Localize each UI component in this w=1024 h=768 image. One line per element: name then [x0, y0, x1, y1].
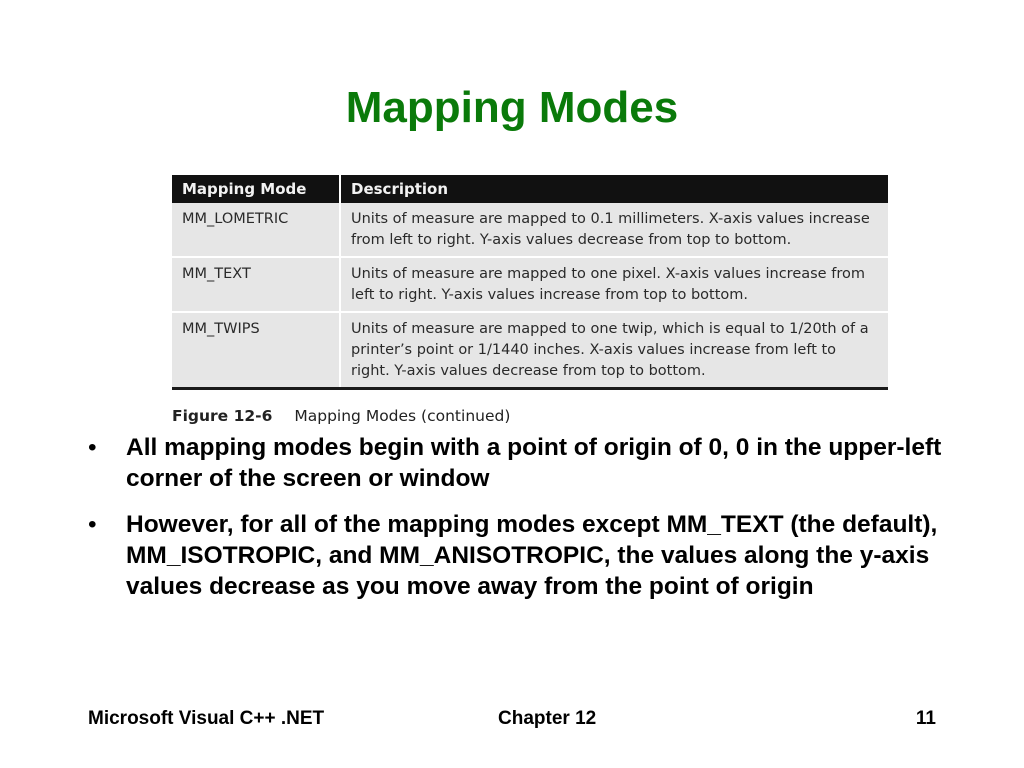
mode-cell: MM_TEXT	[172, 257, 340, 312]
table-row	[172, 257, 888, 312]
figure-caption-text: Mapping Modes (continued)	[294, 407, 511, 425]
footer-page-number: 11	[915, 708, 936, 729]
footer-chapter: Chapter 12	[498, 708, 597, 729]
bullet-text: All mapping modes begin with a point of origin of 0, 0 in the upper-left corner of the screen or window	[126, 434, 942, 492]
bullet-icon: •	[88, 511, 97, 538]
bullet-item	[88, 509, 948, 602]
table-header-row	[172, 175, 888, 203]
footer-course-title: Microsoft Visual C++ .NET	[88, 708, 325, 729]
slide-title: Mapping Modes	[345, 83, 679, 132]
figure-label: Figure 12-6	[172, 407, 273, 425]
bullet-icon: •	[88, 434, 97, 461]
description-cell: Units of measure are mapped to 0.1 millimeters. X-axis values increase from left to right. Y-axis values decrease from top to bottom.	[340, 203, 888, 257]
bullet-list	[88, 432, 948, 617]
description-cell: Units of measure are mapped to one twip, which is equal to 1/20th of a printer’s point or 1/1440 inches. X-axis values increase from left to right. Y-axis values decrease from top to bottom.	[340, 312, 888, 389]
column-header-mapping-mode: Mapping Mode	[172, 175, 340, 203]
mode-cell: MM_LOMETRIC	[172, 203, 340, 257]
bullet-text: However, for all of the mapping modes except MM_TEXT (the default), MM_ISOTROPIC, and MM_ANISOTROPIC, the values along the y-axis values decrease as you move away from the point of origin	[126, 511, 938, 600]
figure	[172, 175, 888, 425]
table-row	[172, 312, 888, 389]
description-cell: Units of measure are mapped to one pixel. X-axis values increase from left to right. Y-axis values increase from top to bottom.	[340, 257, 888, 312]
bullet-item	[88, 432, 948, 494]
table-row	[172, 203, 888, 257]
column-header-description: Description	[340, 175, 888, 203]
mode-cell: MM_TWIPS	[172, 312, 340, 389]
mapping-modes-table	[172, 175, 888, 390]
figure-caption	[172, 407, 888, 425]
